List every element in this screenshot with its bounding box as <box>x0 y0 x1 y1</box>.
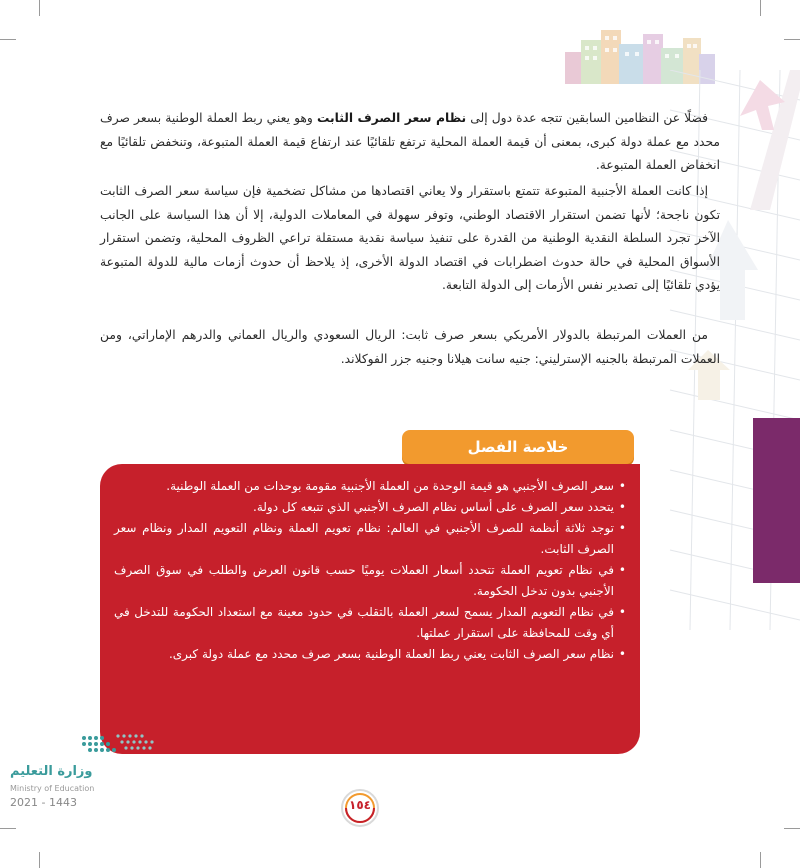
paragraph-text: فضلًا عن النظامين السابقين تتجه عدة دول إلى <box>466 111 708 125</box>
crop-mark <box>39 852 40 868</box>
ministry-logo-icon <box>78 730 166 760</box>
crop-mark <box>0 39 16 40</box>
summary-item: • في نظام التعويم المدار يسمح لسعر العملة بالتقلب في حدود معينة مع استعداد الحكومة للتدخل في أي وقت للمحافظة على استقرار عملتها. <box>114 602 626 644</box>
side-tab-purple <box>753 418 800 583</box>
bold-term: نظام سعر الصرف الثابت <box>316 111 467 125</box>
crop-mark <box>784 39 800 40</box>
summary-item: • توجد ثلاثة أنظمة للصرف الأجنبي في العالم: نظام تعويم العملة ونظام التعويم المدار ونظام سعر الصرف الثابت. <box>114 518 626 560</box>
edition-year: 2021 - 1443 <box>10 796 77 809</box>
ministry-name-arabic: وزارة التعليم <box>10 764 93 779</box>
paragraph-text: وهو يعني ربط العملة الوطنية بسعر صرف محدد مع عملة دولة كبرى، بمعنى أن قيمة العملة المحلية ترتفع تلقائيًا عند ارتفاع قيمة العملة المتبوعة، وتنخفض تلقائيًا مع انخفاض العملة المتبوعة. <box>100 111 720 172</box>
summary-item: • في نظام تعويم العملة تتحدد أسعار العملات يوميًا حسب قانون العرض والطلب في سوق الصرف الأجنبي بدون تدخل الحكومة. <box>114 560 626 602</box>
crop-mark <box>0 828 16 829</box>
crop-mark <box>39 0 40 16</box>
ministry-name-english: Ministry of Education <box>10 784 95 793</box>
paragraph-fixed-rate-analysis: إذا كانت العملة الأجنبية المتبوعة تتمتع باستقرار ولا يعاني اقتصادها من مشاكل تضخمية فإن سياسة سعر الصرف الثابت تكون ناجحة؛ لأنها تضمن استقرار الاقتصاد الوطني، وتوفر سهولة في المعاملات الدولية، إلا أن هذا السياسة على الجانب الآخر تجرد السلطة النقدية الوطنية من القدرة على تنفيذ سياسة نقدية مستقلة تراعي الظروف المحلية، وتضمن استقرار الأسواق المحلية في حالة حدوث اضطرابات في اقتصاد الدولة الأخرى، إذ يلاحظ أن حدوث أزمات مالية للدولة المتبوعة يؤدي تلقائيًا إلى تصدير نفس الأزمات إلى الدولة التابعة. <box>100 184 720 292</box>
crop-mark <box>760 852 761 868</box>
paragraph-fixed-rate-intro <box>100 107 720 178</box>
crop-mark <box>760 0 761 16</box>
summary-item: • يتحدد سعر الصرف على أساس نظام الصرف الأجنبي الذي تتبعه كل دولة. <box>114 497 626 518</box>
summary-item: • نظام سعر الصرف الثابت يعني ربط العملة الوطنية بسعر صرف محدد مع عملة دولة كبرى. <box>114 644 626 665</box>
page-number: ١٥٤ <box>349 798 371 812</box>
crop-mark <box>784 828 800 829</box>
summary-title: خلاصة الفصل <box>467 438 569 456</box>
paragraph-examples: من العملات المرتبطة بالدولار الأمريكي بسعر صرف ثابت: الريال السعودي والريال العماني والدرهم الإماراتي، ومن العملات المرتبطة بالجنيه الإسترليني: جنيه سانت هيلانا وجنيه جزر الفوكلاند. <box>100 328 720 366</box>
summary-item: • سعر الصرف الأجنبي هو قيمة الوحدة من العملة الأجنبية مقومة بوحدات من العملة الوطنية. <box>114 476 626 497</box>
summary-list <box>114 476 626 665</box>
